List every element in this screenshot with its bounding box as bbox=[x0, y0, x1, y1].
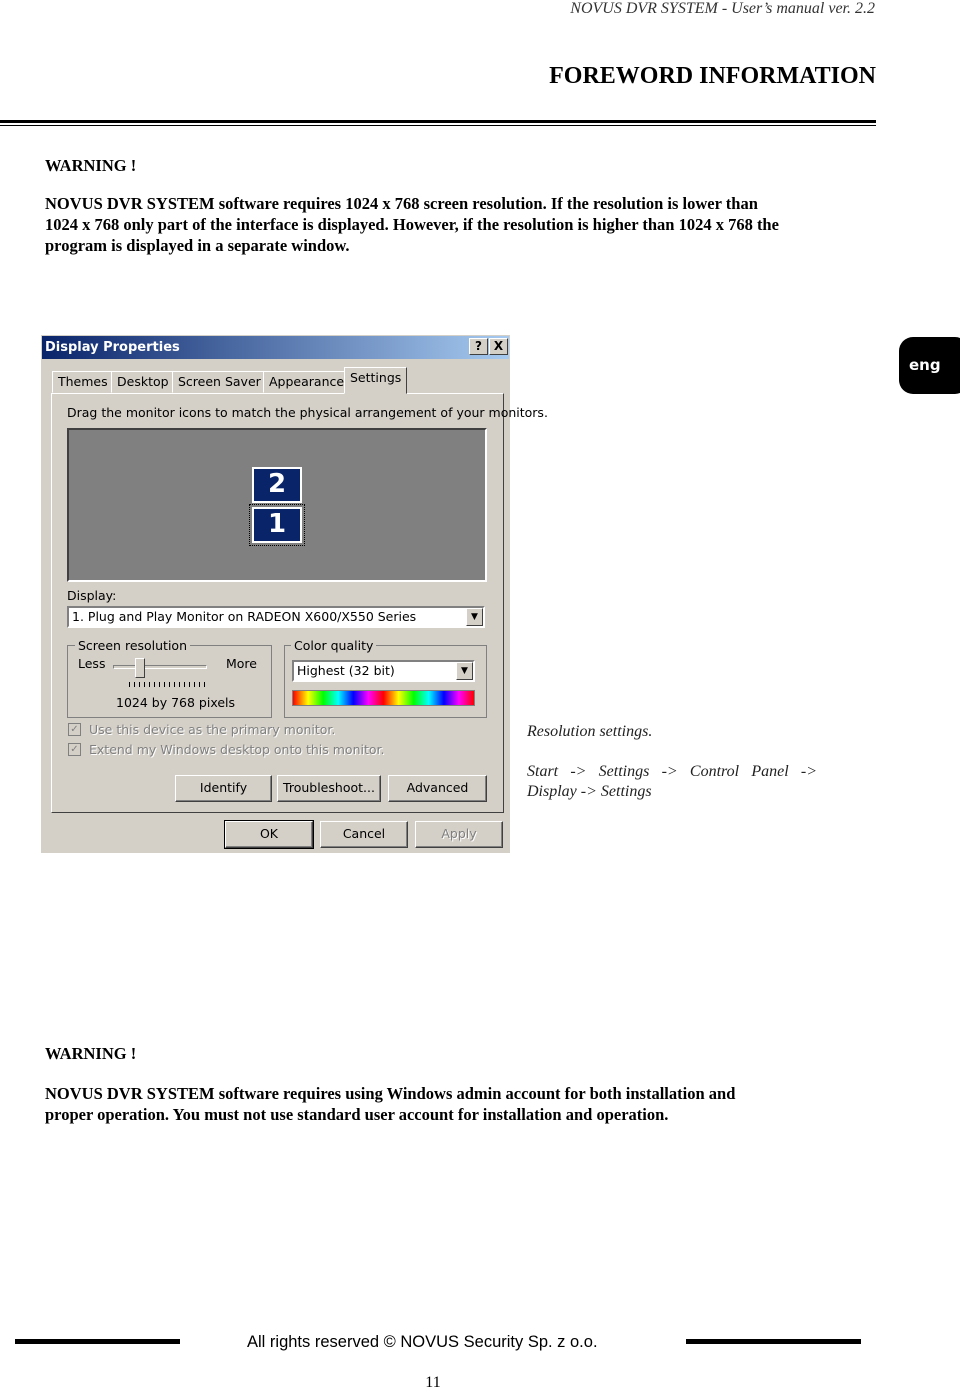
footer-bar-right bbox=[686, 1339, 861, 1344]
warning-1-line: NOVUS DVR SYSTEM software requires 1024 x 768 screen resolution. If the resolution is lower than bbox=[45, 194, 758, 213]
help-button[interactable]: ? bbox=[469, 338, 488, 355]
footer-bar-left bbox=[15, 1339, 180, 1344]
more-label: More bbox=[226, 656, 257, 671]
display-label: Display: bbox=[67, 588, 117, 603]
chevron-down-icon[interactable]: ▼ bbox=[466, 608, 483, 626]
warning-text-1 bbox=[45, 193, 831, 256]
tab-themes[interactable]: Themes bbox=[52, 371, 114, 393]
title-rule-thin bbox=[0, 125, 876, 126]
apply-button[interactable]: Apply bbox=[415, 821, 503, 848]
extend-desktop-checkbox[interactable]: ✓ bbox=[68, 743, 81, 756]
primary-monitor-checkbox[interactable]: ✓ bbox=[68, 723, 81, 736]
monitor-2-icon[interactable]: 2 bbox=[252, 467, 302, 503]
close-button[interactable]: X bbox=[489, 338, 508, 355]
warning-2-line: NOVUS DVR SYSTEM software requires using Windows admin account for both installation and bbox=[45, 1084, 736, 1103]
tab-settings[interactable]: Settings bbox=[344, 367, 407, 394]
dialog-title-bar bbox=[42, 336, 509, 359]
tab-screen-saver[interactable]: Screen Saver bbox=[172, 371, 267, 393]
slider-ticks bbox=[129, 682, 207, 687]
warning-1-line: 1024 x 768 only part of the interface is displayed. However, if the resolution is higher than 1024 x 768 the bbox=[45, 215, 779, 234]
title-rule-thick bbox=[0, 120, 876, 123]
monitor-1-icon[interactable]: 1 bbox=[252, 507, 302, 543]
less-label: Less bbox=[78, 656, 106, 671]
page-number: 11 bbox=[425, 1374, 441, 1391]
troubleshoot-button[interactable]: Troubleshoot... bbox=[277, 775, 381, 802]
resolution-slider-thumb[interactable] bbox=[135, 658, 145, 678]
caption-title: Resolution settings. bbox=[527, 723, 653, 740]
primary-monitor-label: Use this device as the primary monitor. bbox=[89, 722, 336, 737]
cancel-button[interactable]: Cancel bbox=[320, 821, 408, 848]
advanced-button[interactable]: Advanced bbox=[388, 775, 487, 802]
caption-path: Start -> Settings -> Control Panel -> Display -> Settings bbox=[527, 763, 817, 800]
tab-appearance[interactable]: Appearance bbox=[263, 371, 350, 393]
running-header: NOVUS DVR SYSTEM - User’s manual ver. 2.2 bbox=[570, 0, 875, 17]
figure-caption bbox=[527, 722, 817, 802]
footer-copyright: All rights reserved © NOVUS Security Sp. z o.o. bbox=[247, 1333, 598, 1351]
monitor-arrangement-area[interactable] bbox=[67, 428, 487, 582]
identify-button[interactable]: Identify bbox=[175, 775, 272, 802]
ok-button[interactable]: OK bbox=[225, 821, 313, 848]
warning-label-2: WARNING ! bbox=[45, 1044, 137, 1063]
chevron-down-icon[interactable]: ▼ bbox=[456, 662, 473, 680]
display-properties-dialog bbox=[40, 334, 548, 854]
color-quality-label: Color quality bbox=[291, 638, 376, 653]
warning-text-2 bbox=[45, 1083, 831, 1125]
color-quality-value: Highest (32 bit) bbox=[297, 663, 395, 678]
warning-1-line: program is displayed in a separate window. bbox=[45, 236, 350, 255]
extend-desktop-label: Extend my Windows desktop onto this monitor. bbox=[89, 742, 385, 757]
resolution-value: 1024 by 768 pixels bbox=[116, 695, 236, 710]
warning-label-1: WARNING ! bbox=[45, 156, 137, 175]
display-select[interactable] bbox=[67, 606, 485, 628]
screen-resolution-label: Screen resolution bbox=[75, 638, 190, 653]
resolution-slider-track[interactable] bbox=[113, 665, 207, 669]
section-title: FOREWORD INFORMATION bbox=[549, 63, 876, 89]
instruction-text: Drag the monitor icons to match the physical arrangement of your monitors. bbox=[67, 405, 548, 420]
warning-2-line: proper operation. You must not use standard user account for installation and operation. bbox=[45, 1105, 669, 1124]
language-tab: eng bbox=[899, 337, 960, 394]
color-spectrum-bar bbox=[292, 690, 475, 706]
display-select-value: 1. Plug and Play Monitor on RADEON X600/X550 Series bbox=[72, 609, 417, 624]
dialog-title: Display Properties bbox=[45, 340, 180, 355]
tab-desktop[interactable]: Desktop bbox=[111, 371, 175, 393]
color-quality-select[interactable] bbox=[292, 660, 475, 682]
